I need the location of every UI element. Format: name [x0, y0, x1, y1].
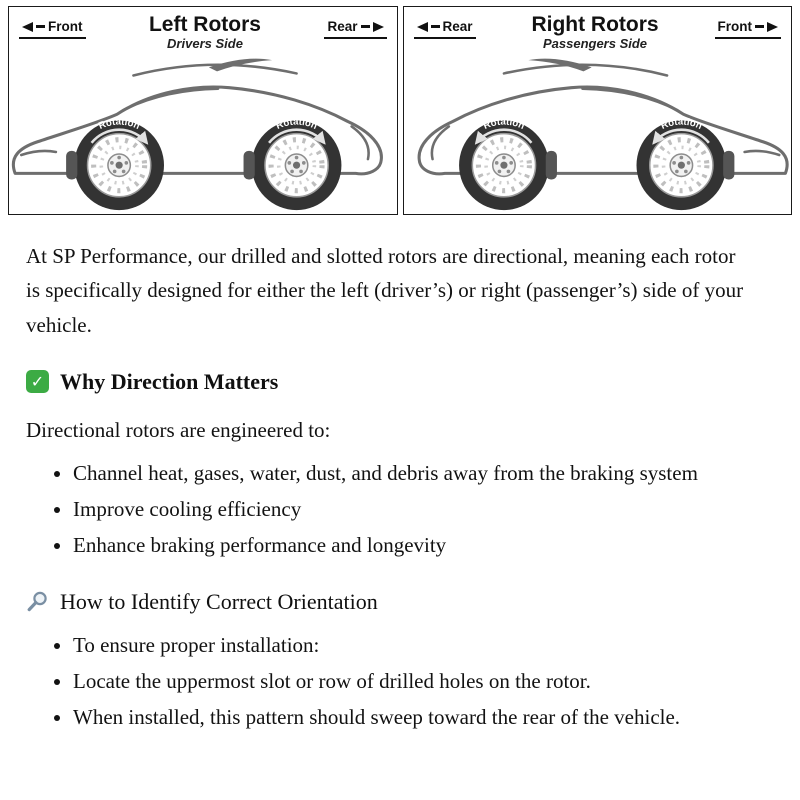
identify-orientation-heading: [26, 589, 749, 615]
car-illustration-left: [9, 51, 397, 214]
arrow-tail: [431, 25, 440, 28]
why-bullet-list: [26, 456, 749, 562]
heading-text: Why Direction Matters: [60, 368, 279, 394]
svg-text:Rotation: Rotation: [274, 116, 319, 133]
panel-title: Right Rotors: [531, 13, 659, 36]
bullet-item: • Locate the uppermost slot or row of drilled holes on the rotor.: [73, 664, 749, 698]
direction-label-front: [19, 17, 86, 39]
direction-text: Front: [717, 19, 752, 34]
direction-text: Rear: [442, 19, 473, 34]
why-direction-matters-heading: [26, 369, 749, 395]
rotor-direction-diagram: [8, 6, 792, 215]
direction-label-rear: [414, 17, 476, 39]
heading-text: How to Identify Correct Orientation: [60, 588, 378, 614]
direction-label-rear: [324, 17, 386, 39]
search-icon: [26, 590, 49, 613]
direction-label-front: [715, 17, 782, 39]
bullet-item: • Improve cooling efficiency: [73, 492, 749, 526]
direction-text: Front: [48, 19, 83, 34]
arrow-tail: [361, 25, 370, 28]
arrow-right-icon: [767, 22, 778, 32]
arrow-left-icon: [417, 22, 428, 32]
svg-text:Rotation: Rotation: [96, 116, 142, 133]
svg-text:Rotation: Rotation: [481, 116, 526, 133]
panel-subtitle: Passengers Side: [542, 36, 648, 52]
arrow-tail: [755, 25, 764, 28]
lead-paragraph: Directional rotors are engineered to:: [26, 417, 331, 442]
arrow-tail: [36, 25, 45, 28]
bullet-item: • Enhance braking performance and longevity: [73, 528, 749, 562]
panel-title: Left Rotors: [148, 13, 261, 36]
bullet-item: • When installed, this pattern should sweep toward the rear of the vehicle.: [73, 700, 749, 734]
intro-paragraph: At SP Performance, our drilled and slotted rotors are directional, meaning each rotor is specifically designed for either the left (driver’s) or right (passenger’s) side of your vehicle.: [26, 244, 744, 337]
bullet-item: • To ensure proper installation:: [73, 628, 749, 662]
left-panel-header: [9, 7, 397, 51]
check-icon: ✓: [26, 370, 49, 393]
arrow-right-icon: [373, 22, 384, 32]
arrow-left-icon: [22, 22, 33, 32]
car-illustration-right: [404, 51, 792, 214]
right-rotors-panel: [403, 6, 793, 215]
identify-bullet-list: [26, 628, 749, 734]
left-rotors-panel: [8, 6, 398, 215]
right-panel-header: [404, 7, 792, 51]
direction-text: Rear: [327, 19, 358, 34]
bullet-item: • Channel heat, gases, water, dust, and debris away from the braking system: [73, 456, 749, 490]
panel-subtitle: Drivers Side: [167, 36, 243, 52]
svg-text:Rotation: Rotation: [658, 116, 704, 133]
article-body: [0, 223, 775, 754]
